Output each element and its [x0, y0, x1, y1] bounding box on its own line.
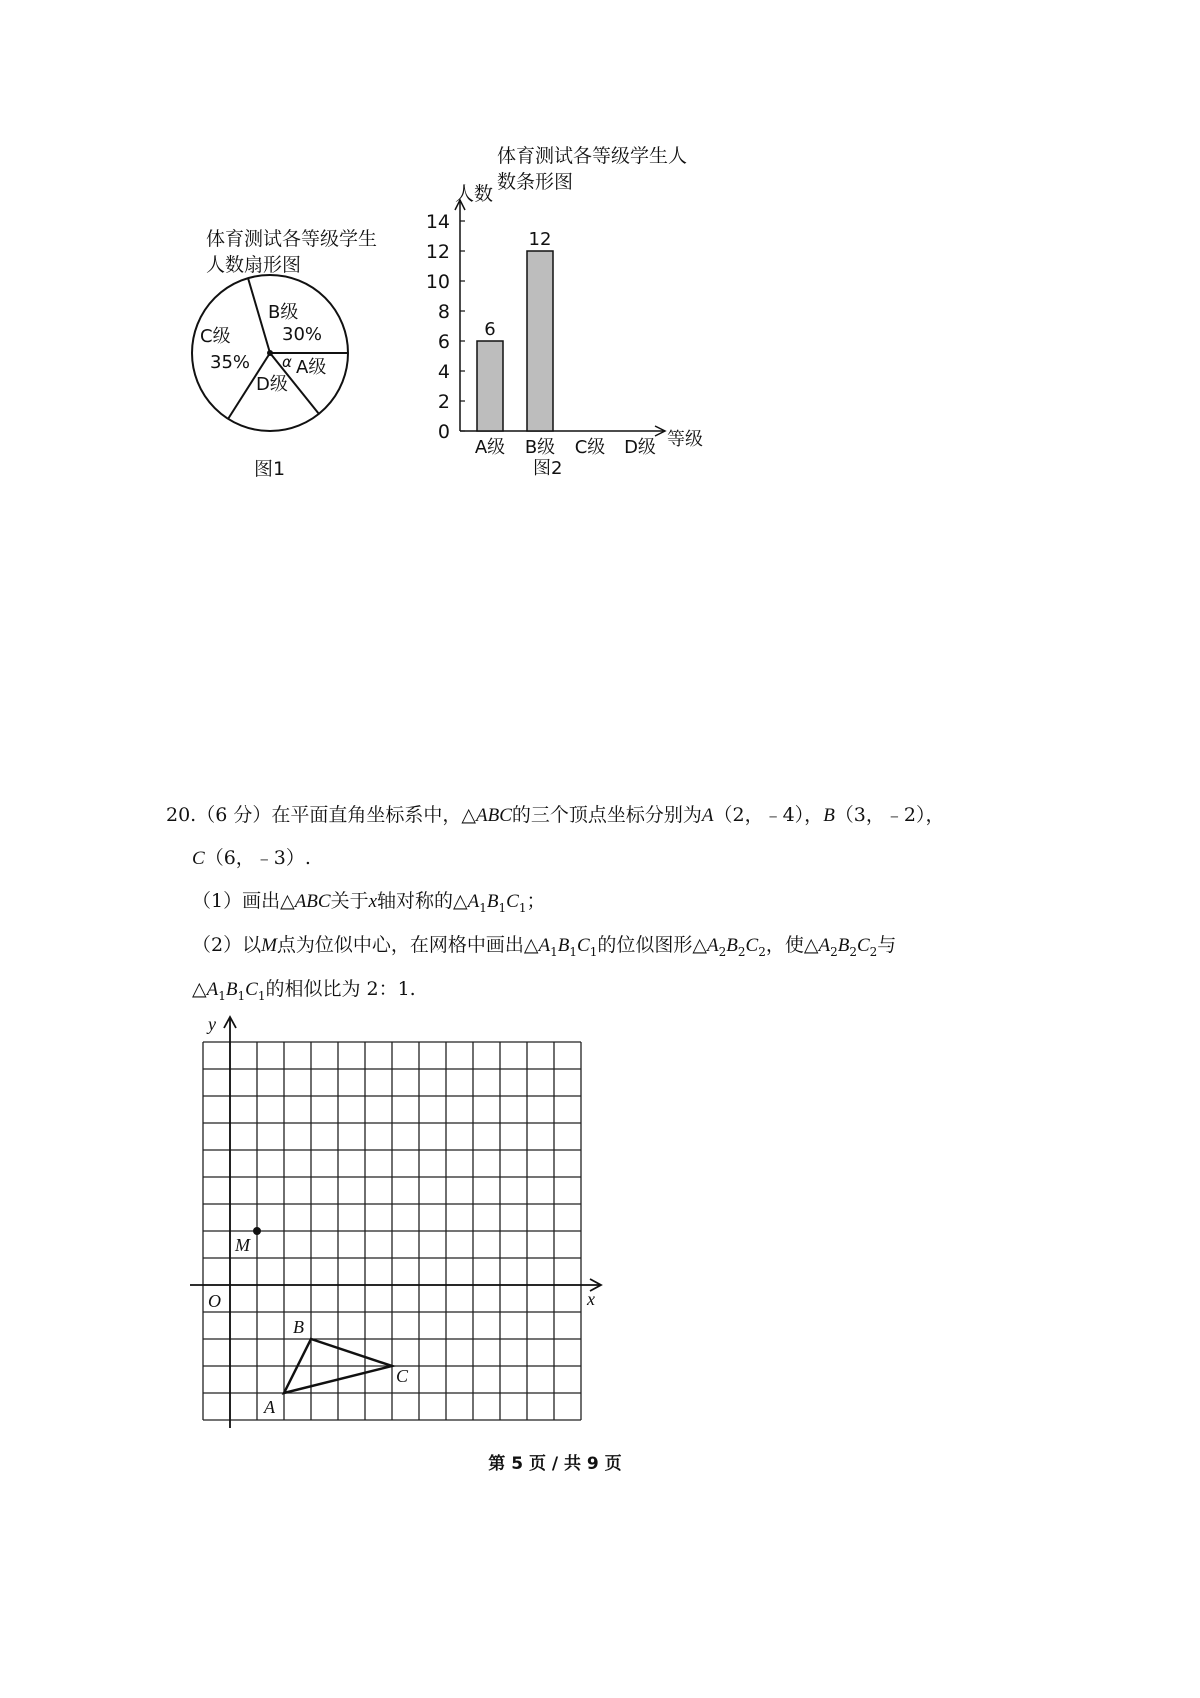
bar-chart [415, 180, 720, 485]
vertex-a-label: A [264, 1397, 275, 1417]
p2-b1: B [557, 935, 570, 956]
vertex-b-label: B [293, 1317, 304, 1337]
bar-y-tick-label: 2 [437, 391, 450, 413]
q-line1-text-2: 的三个顶点坐标分别为 [511, 804, 702, 826]
question-part-2 [192, 930, 896, 959]
question-line-2 [192, 843, 311, 870]
p2-c1-sub: 1 [589, 944, 598, 959]
q-line1-b-coord: （3，﹣2）， [834, 804, 945, 826]
bar-y-axis-label: 人数 [455, 183, 494, 205]
point-m-label: M [235, 1235, 250, 1255]
p2-m: M [261, 935, 277, 956]
p1-text-2: 关于 [330, 890, 369, 912]
p2-a2: A [707, 935, 719, 956]
pie-chart [190, 270, 370, 460]
bar-title-line2: 数条形图 [497, 171, 574, 193]
p2-b2-sub: 2 [737, 944, 746, 959]
p1-c: C [506, 891, 519, 912]
p2-a3: A [818, 935, 831, 956]
p2-text-1: （2）以 [192, 934, 262, 956]
question-part-1 [192, 886, 546, 915]
pie-label-b: B级 [268, 302, 299, 323]
p1-text-3: 轴对称的△ [377, 890, 468, 912]
p1-a: A [467, 891, 480, 912]
pie-label-a: A级 [296, 357, 327, 378]
question-line-1 [166, 800, 944, 827]
p1-x: x [368, 891, 378, 912]
y-axis-label: y [208, 1014, 216, 1034]
bar-y-tick-label: 6 [437, 331, 450, 353]
bar-y-tick-label: 14 [425, 211, 450, 233]
bar-title-line1: 体育测试各等级学生人 [497, 145, 688, 167]
bar-y-tick-label: 8 [437, 301, 450, 323]
p1-sub-1: 1 [479, 900, 487, 915]
p1-b: B [486, 891, 499, 912]
bar-value-label: 12 [528, 229, 552, 250]
p2-b3-sub: 2 [849, 944, 857, 959]
pie-title-line2: 人数扇形图 [206, 254, 302, 276]
question-part-3 [192, 974, 416, 1003]
pie-percent-b: 30% [282, 324, 323, 345]
p3-c-sub: 1 [257, 988, 266, 1003]
bar-x-axis-label: 等级 [667, 429, 703, 450]
p3-a: A [206, 979, 219, 1000]
p2-b3: B [837, 935, 850, 956]
bar-y-tick-label: 10 [425, 271, 450, 293]
pie-percent-c: 35% [210, 352, 251, 373]
p2-c1: C [577, 935, 590, 956]
p2-a1-sub: 1 [550, 944, 558, 959]
p1-text-4: ； [526, 890, 546, 912]
p2-c2-sub: 2 [758, 944, 766, 959]
p1-abc: ABC [294, 891, 331, 912]
vertex-c-label: C [396, 1366, 409, 1386]
q-line1-a: A [701, 805, 714, 826]
p1-sub-3: 1 [518, 900, 527, 915]
question-number: 20. [166, 804, 197, 826]
pie-label-c: C级 [200, 326, 231, 347]
pie-caption: 图1 [254, 458, 286, 480]
bar-y-tick-label: 4 [437, 361, 450, 383]
bar-y-tick-label: 12 [425, 241, 450, 263]
q-line2-c: C [192, 848, 205, 869]
p3-b-sub: 1 [237, 988, 246, 1003]
p3-c: C [245, 979, 258, 1000]
p2-text-2: 点为位似中心，在网格中画出△ [276, 934, 539, 956]
pie-center-dot [267, 350, 273, 356]
p2-a3-sub: 2 [830, 944, 838, 959]
point-m [253, 1227, 261, 1235]
p2-c3-sub: 2 [869, 944, 878, 959]
q-line2-c-coord: （6，﹣3）. [204, 847, 311, 869]
pie-label-d: D级 [256, 374, 288, 395]
p2-b2: B [726, 935, 738, 956]
p2-b1-sub: 1 [569, 944, 578, 959]
q-line1-a-coord: （2，﹣4）， [713, 804, 824, 826]
bar-value-label: 6 [484, 319, 496, 340]
q-line1-b: B [823, 805, 835, 826]
p2-text-3: 的位似图形△ [597, 934, 707, 956]
p3-b: B [225, 979, 238, 1000]
q-line1-abc: ABC [475, 805, 512, 826]
bar [477, 341, 503, 431]
p2-a1: A [538, 935, 551, 956]
p2-text-5: 与 [877, 934, 897, 956]
bar-y-tick-label: 0 [437, 421, 450, 443]
coordinate-grid [185, 1010, 615, 1440]
pie-title-line1: 体育测试各等级学生 [206, 228, 378, 250]
p2-c3: C [856, 935, 870, 956]
p2-a2-sub: 2 [718, 944, 727, 959]
x-axis-label: x [587, 1289, 595, 1309]
p3-text-2: 的相似比为 2：1. [265, 978, 416, 1000]
bar-caption: 图2 [533, 458, 563, 479]
bar-x-tick-label: B级 [524, 437, 556, 458]
p2-c2: C [745, 935, 759, 956]
bar-x-tick-label: D级 [624, 437, 656, 458]
question-points: （6 分） [196, 804, 272, 826]
p1-sub-2: 1 [498, 900, 507, 915]
p3-text-1: △ [192, 978, 207, 1000]
origin-label: O [208, 1291, 221, 1311]
bar-x-tick-label: C级 [574, 437, 606, 458]
pie-angle-label: α [282, 353, 292, 371]
bar [527, 251, 553, 431]
p3-a-sub: 1 [218, 988, 226, 1003]
bar-x-tick-label: A级 [474, 437, 506, 458]
page-footer: 第 5 页 / 共 9 页 [488, 1454, 622, 1474]
p1-text-1: （1）画出△ [192, 890, 295, 912]
p2-text-4: ，使△ [765, 934, 819, 956]
q-line1-text-1: 在平面直角坐标系中，△ [271, 804, 476, 826]
